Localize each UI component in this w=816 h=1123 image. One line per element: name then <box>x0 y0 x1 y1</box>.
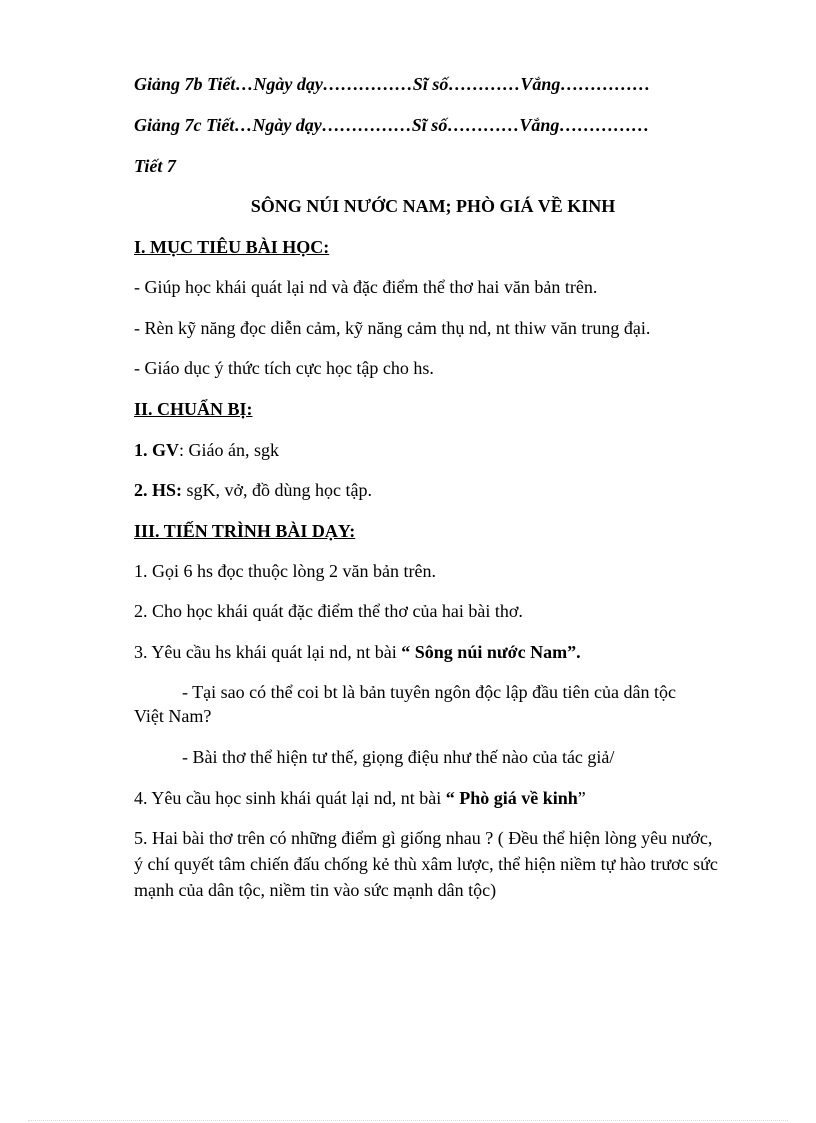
sub-question-continued: Việt Nam? <box>134 706 212 726</box>
section-procedure-heading: III. TIẾN TRÌNH BÀI DẠY: <box>134 521 356 541</box>
page-bottom-divider <box>28 1120 788 1121</box>
procedure-step-paragraph: 5. Hai bài thơ trên có những điểm gì giống nhau ? ( Đều thể hiện lòng yêu nước, ý chí quyết tâm chiến đấu chống kẻ thù xâm lược, thể hiện niềm tự hào trươc sức mạnh của dân tộc, niềm tin vào sức mạnh dân tộc) <box>134 828 718 900</box>
lesson-number: Tiết 7 <box>134 156 176 176</box>
preparation-students <box>134 479 372 501</box>
step3-text: 3. Yêu cầu hs khái quát lại nd, nt bài <box>134 642 402 662</box>
objective-item: - Rèn kỹ năng đọc diễn cảm, kỹ năng cảm thụ nd, nt thiw văn trung đại. <box>134 318 651 338</box>
objective-item: - Giúp học khái quát lại nd và đặc điểm thể thơ hai văn bản trên. <box>134 277 598 297</box>
students-label: 2. HS: <box>134 480 183 500</box>
teacher-label: 1. GV <box>134 440 179 460</box>
lesson-title: SÔNG NÚI NƯỚC NAM; PHÒ GIÁ VỀ KINH <box>250 196 616 216</box>
procedure-step: 2. Cho học khái quát đặc điểm thể thơ của hai bài thơ. <box>134 601 523 621</box>
section-preparation-heading: II. CHUẨN BỊ: <box>134 399 253 419</box>
step3-poem-title: “ Sông núi nước Nam”. <box>401 642 581 662</box>
teaching-schedule-7b: Giảng 7b Tiết…Ngày dạy……………Sĩ số…………Vắng…………… <box>134 74 651 94</box>
procedure-step <box>134 787 586 809</box>
section-objectives-heading: I. MỤC TIÊU BÀI HỌC: <box>134 237 330 257</box>
procedure-step: 1. Gọi 6 hs đọc thuộc lòng 2 văn bản trên. <box>134 561 436 581</box>
sub-question: - Tại sao có thể coi bt là bản tuyên ngôn độc lập đầu tiên của dân tộc <box>182 682 677 702</box>
objective-item: - Giáo dục ý thức tích cực học tập cho hs. <box>134 358 434 378</box>
step4-poem-title: “ Phò giá về kinh <box>445 788 578 808</box>
preparation-teacher <box>134 439 279 461</box>
procedure-step <box>134 641 581 663</box>
step4-text: 4. Yêu cầu học sinh khái quát lại nd, nt bài <box>134 788 446 808</box>
step4-quote-close: ” <box>577 788 586 808</box>
sub-question: - Bài thơ thể hiện tư thế, giọng điệu như thế nào của tác giả/ <box>182 747 615 767</box>
teacher-text: : Giáo án, sgk <box>179 440 279 460</box>
teaching-schedule-7c: Giảng 7c Tiết…Ngày dạy……………Sĩ số…………Vắng…………… <box>134 115 650 135</box>
students-text: sgK, vở, đồ dùng học tập. <box>182 480 373 500</box>
